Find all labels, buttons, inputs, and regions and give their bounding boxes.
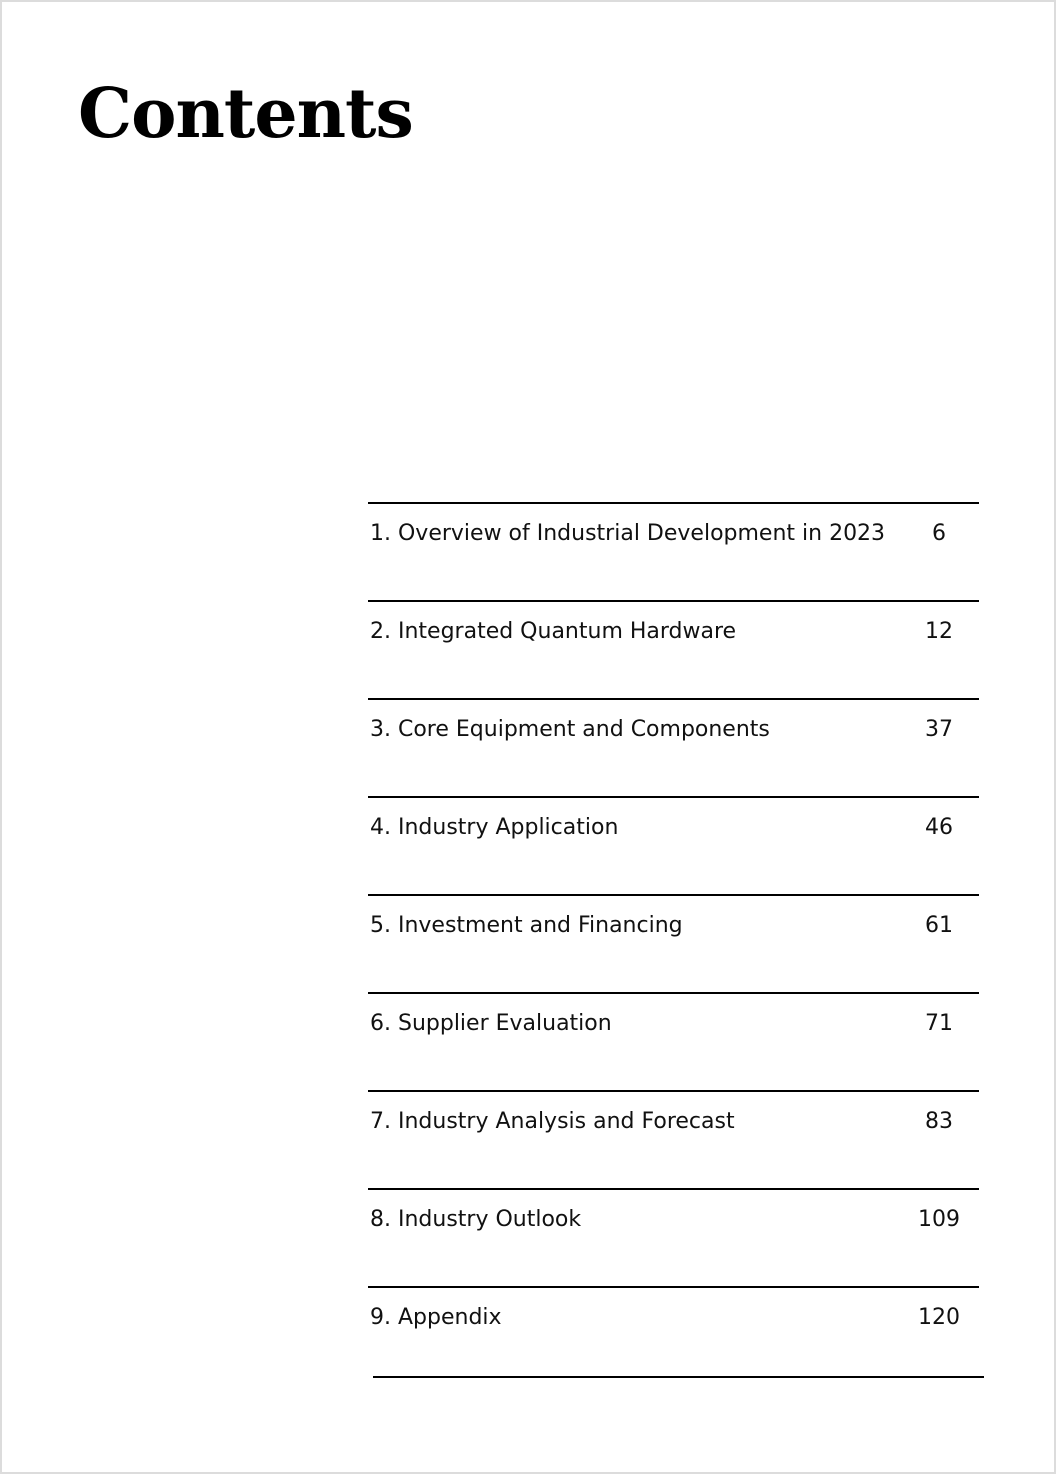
toc-entry-label: 2. Integrated Quantum Hardware [370, 619, 737, 644]
toc-entry-label: 6. Supplier Evaluation [370, 1011, 612, 1036]
toc-entry-label: 5. Investment and Financing [370, 913, 683, 938]
toc-entry-page-number: 120 [918, 1305, 960, 1330]
toc-entry-page-number: 61 [925, 913, 953, 938]
toc-entry-label: 4. Industry Application [370, 815, 619, 840]
toc-entry-label: 7. Industry Analysis and Forecast [370, 1109, 735, 1134]
toc-entry-label: 9. Appendix [370, 1305, 502, 1330]
toc-entry-page-number: 46 [925, 815, 953, 840]
toc-entry-label: 1. Overview of Industrial Development in 2023 [370, 521, 886, 546]
toc-entry-label: 3. Core Equipment and Components [370, 717, 770, 742]
toc-bottom-divider [373, 1376, 984, 1378]
toc-entry-page-number: 71 [925, 1011, 953, 1036]
toc-entry-label: 8. Industry Outlook [370, 1207, 582, 1232]
toc-entry[interactable] [368, 1090, 979, 1188]
toc-entry[interactable] [368, 992, 979, 1090]
toc-entry-page-number: 37 [925, 717, 953, 742]
page-title: Contents [78, 74, 413, 154]
toc-entry-page-number: 109 [918, 1207, 960, 1232]
toc-entry-page-number: 12 [925, 619, 953, 644]
toc-entry[interactable] [368, 600, 979, 698]
toc-entry[interactable] [368, 894, 979, 992]
toc-entry[interactable] [368, 796, 979, 894]
toc-entry[interactable] [368, 1286, 979, 1384]
toc-entry[interactable] [368, 502, 979, 600]
toc-entry-page-number: 83 [925, 1109, 953, 1134]
toc-entry[interactable] [368, 1188, 979, 1286]
table-of-contents [368, 502, 979, 1384]
toc-entry-page-number: 6 [932, 521, 946, 546]
toc-entry[interactable] [368, 698, 979, 796]
